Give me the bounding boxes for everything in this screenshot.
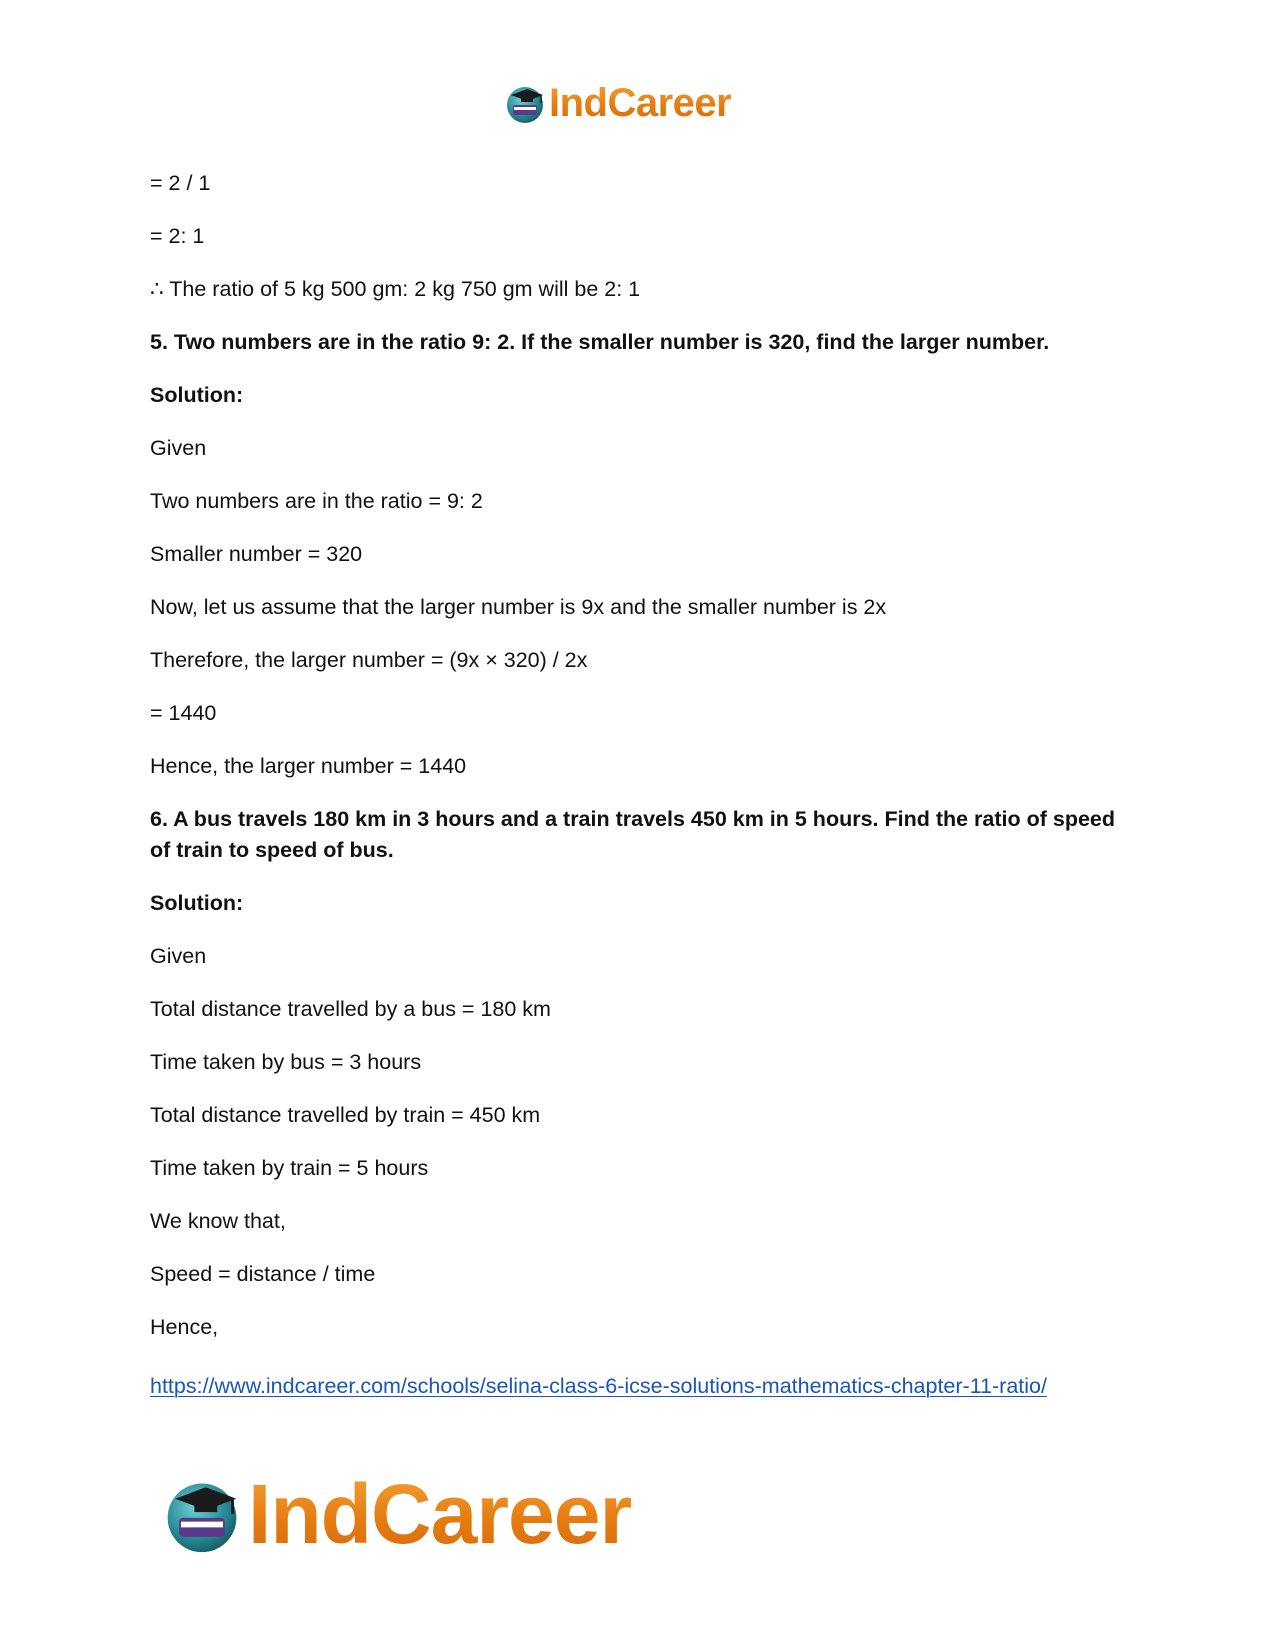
text-line: Given (150, 944, 207, 968)
text-line: = 1440 (150, 701, 217, 725)
question-5: 5. Two numbers are in the ratio 9: 2. If the smaller number is 320, find the larger number. (150, 330, 1050, 354)
text-line: Now, let us assume that the larger number is 9x and the smaller number is 2x (150, 595, 887, 619)
text-line: Smaller number = 320 (150, 542, 363, 566)
text-line: Hence, (150, 1315, 219, 1339)
text-line: Speed = distance / time (150, 1262, 376, 1286)
text-line: = 2: 1 (150, 224, 205, 248)
text-line: Total distance travelled by train = 450 km (150, 1103, 541, 1127)
text-line: We know that, (150, 1209, 286, 1233)
text-line: Time taken by bus = 3 hours (150, 1050, 422, 1074)
source-link[interactable]: https://www.indcareer.com/schools/selina-class-6-icse-solutions-mathematics-chapter-11-ratio/ (150, 1374, 1047, 1398)
solution-heading: Solution: (150, 891, 244, 915)
text-line: Given (150, 436, 207, 460)
question-6: 6. A bus travels 180 km in 3 hours and a train travels 450 km in 5 hours. Find the ratio of speed of train to speed of bus. (150, 807, 1116, 862)
indcareer-footer-logo (160, 1468, 631, 1560)
globe-cap-icon (503, 81, 547, 125)
indcareer-logo (503, 80, 731, 126)
text-line: Total distance travelled by a bus = 180 km (150, 997, 551, 1021)
text-line: = 2 / 1 (150, 171, 211, 195)
text-line: Two numbers are in the ratio = 9: 2 (150, 489, 483, 513)
text-line: Therefore, the larger number = (9x × 320) / 2x (150, 648, 588, 672)
conclusion-line: ∴ The ratio of 5 kg 500 gm: 2 kg 750 gm will be 2: 1 (150, 277, 641, 301)
text-line: Time taken by train = 5 hours (150, 1156, 429, 1180)
solution-heading: Solution: (150, 383, 244, 407)
logo-wordmark: IndCareer (248, 1467, 632, 1561)
logo-wordmark: IndCareer (549, 81, 732, 125)
globe-cap-icon (160, 1472, 244, 1556)
answer-line: Hence, the larger number = 1440 (150, 754, 467, 778)
